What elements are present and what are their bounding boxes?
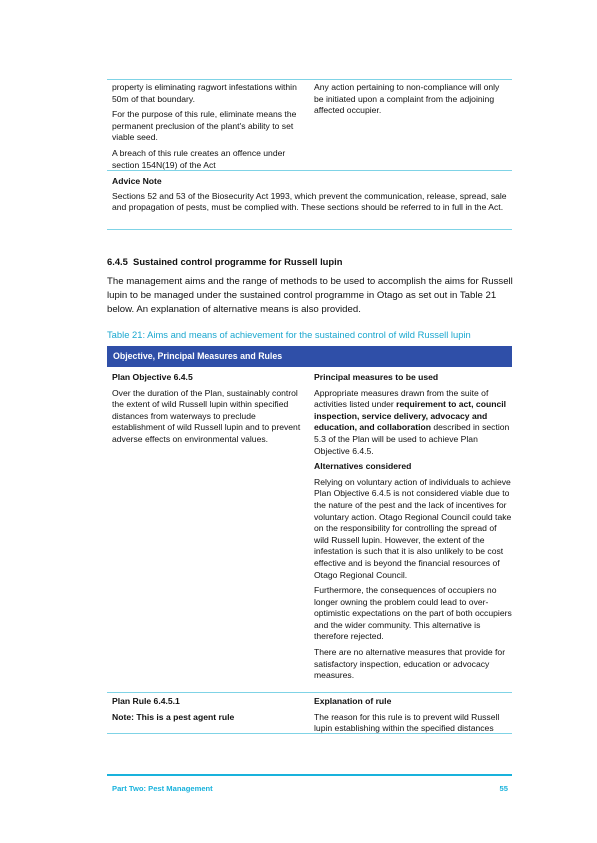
- objective-title: Plan Objective 6.4.5: [112, 372, 193, 382]
- top-right-para-1: Any action pertaining to non-compliance will only be initiated upon a complaint from the adjoining affected occupier.: [314, 82, 500, 116]
- measures-text: [314, 388, 512, 458]
- footer-rule: [107, 774, 512, 776]
- table-header-bar: [107, 346, 512, 367]
- alternatives-para-2: Furthermore, the consequences of occupiers no longer owning the problem could lead to over-optimistic expectations on the part of both occupiers and the wider community. This alternative is therefore rejected.: [314, 585, 512, 642]
- measures-cell: [314, 372, 512, 686]
- rule-note: Note: This is a pest agent rule: [112, 711, 235, 722]
- alternatives-title: Alternatives considered: [314, 461, 412, 472]
- top-left-para-1: property is eliminating ragwort infestations within 50m of that boundary.: [112, 82, 297, 104]
- top-table-right-cell: [314, 82, 510, 121]
- advice-note-text: Sections 52 and 53 of the Biosecurity Act 1993, which prevent the communication, release, spread, sale and propagation of pests, must be complied with. These sections should be referred to in full in the Act.: [112, 190, 507, 213]
- measures-title: Principal measures to be used: [314, 372, 439, 382]
- objective-cell: [112, 372, 308, 450]
- measures-text-bold: requirement to act, council inspection, service delivery, advocacy and education, and collaboration: [314, 399, 507, 433]
- table-caption: Table 21: Aims and means of achievement for the sustained control of wild Russell lupin: [107, 329, 471, 340]
- footer-page-number: 55: [499, 784, 508, 793]
- advice-bottom-rule: [107, 229, 512, 230]
- measures-text-post: described in section 5.3 of the Plan will be used to achieve Plan Objective 6.4.5.: [314, 422, 510, 456]
- alternatives-para-1: Relying on voluntary action of individuals to achieve Plan Objective 6.4.5 is not considered viable due to the nature of the pest and the lack of incentives for voluntary action. Otago Regional Council could take on the responsibility for controlling the spread of wild Russell lupin. However, the extent of the infestation is such that it is also unlikely to be cost effective and is beyond the financial resources of Otago Regional Council.: [314, 476, 512, 580]
- advice-note-title: Advice Note: [112, 176, 162, 186]
- section-paragraph: The management aims and the range of methods to be used to accomplish the aims for Russell lupin to be managed under the sustained control programme in Otago as set out in Table 21 below. An explanation of alternative means is also provided.: [107, 276, 513, 316]
- explanation-text: The reason for this rule is to prevent wild Russell lupin establishing within the specified distances: [314, 711, 500, 734]
- rule-row-top-rule: [107, 692, 512, 693]
- measures-text-pre: Appropriate measures drawn from the suite of activities listed under: [314, 387, 489, 410]
- advice-top-rule: [107, 170, 512, 171]
- table-header-label: Objective, Principal Measures and Rules: [113, 351, 283, 361]
- objective-text: Over the duration of the Plan, sustainably control the extent of wild Russell lupin within specified distances from waterways to preclude establishment of wild Russell lupin and to prevent adverse effects on environmental values.: [112, 387, 301, 444]
- rule-row-bottom-rule: [107, 733, 512, 734]
- explanation-title: Explanation of rule: [314, 696, 392, 706]
- section-heading: 6.4.5 Sustained control programme for Russell lupin: [107, 256, 343, 267]
- alternatives-para-3: There are no alternative measures that provide for satisfactory inspection, education or advocacy measures.: [314, 647, 506, 681]
- advice-note: [112, 176, 512, 214]
- top-left-para-3: A breach of this rule creates an offence under section 154N(19) of the Act: [112, 147, 286, 170]
- top-table-left-cell: [112, 82, 308, 175]
- rule-cell: [112, 696, 308, 727]
- top-table-rule: [107, 79, 512, 80]
- top-left-para-2: For the purpose of this rule, eliminate means the permanent preclusion of the plant's ability to set viable seed.: [112, 109, 297, 143]
- footer-section-label: Part Two: Pest Management: [112, 784, 213, 793]
- rule-title: Plan Rule 6.4.5.1: [112, 696, 180, 706]
